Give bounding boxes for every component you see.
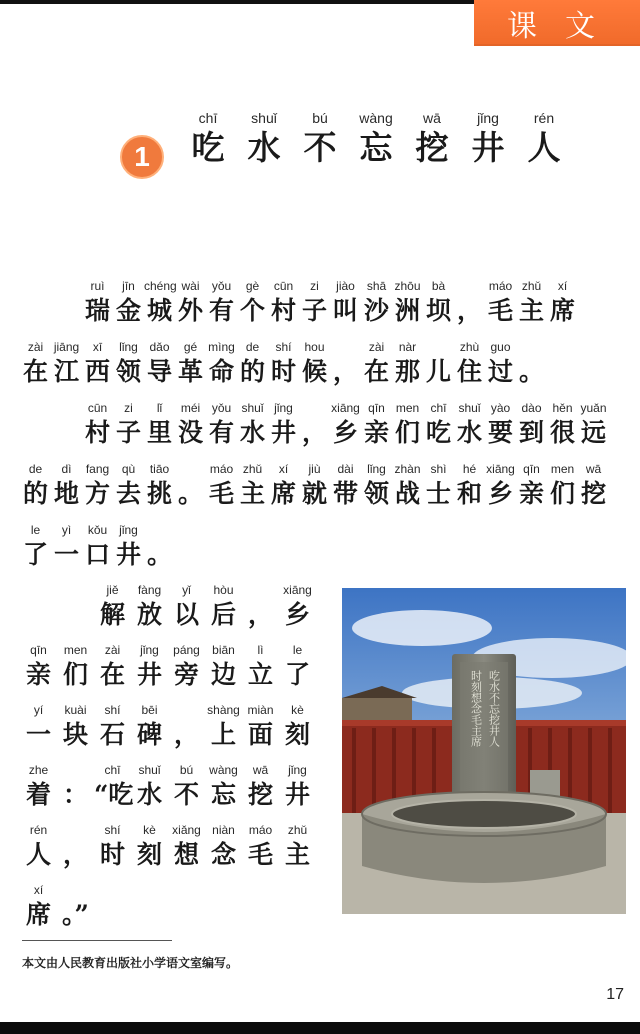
hanzi: 刻: [136, 840, 162, 869]
pinyin: gè: [245, 279, 260, 293]
pinyin: jiāng: [53, 340, 80, 354]
hanzi: 们: [62, 660, 88, 689]
pinyin: máo: [209, 462, 234, 476]
hanzi: 亲: [25, 660, 51, 689]
pinyin: fang: [85, 462, 110, 476]
pinyin: shā: [366, 279, 387, 293]
hanzi: 席: [270, 479, 296, 508]
hanzi: [51, 418, 82, 448]
hanzi: 念: [210, 840, 236, 869]
hanzi: 着: [25, 780, 51, 809]
pinyin: bú: [179, 763, 194, 777]
hanzi: 一: [25, 720, 51, 749]
hanzi: “吃: [94, 780, 134, 809]
hanzi: [20, 418, 51, 448]
hanzi: 上: [210, 720, 236, 749]
pinyin: wài: [181, 279, 200, 293]
text-line: [20, 820, 316, 870]
hanzi: 人: [527, 128, 561, 167]
pinyin: [51, 398, 82, 418]
pinyin: lǐng: [367, 462, 386, 476]
pinyin: men: [63, 643, 88, 657]
pinyin: biān: [212, 643, 235, 657]
hanzi: 有: [208, 418, 234, 447]
pinyin: kǒu: [87, 523, 108, 537]
pinyin: dào: [521, 401, 542, 415]
hanzi: 洲: [394, 296, 420, 325]
hanzi: 立: [247, 660, 273, 689]
hanzi: 。: [177, 479, 203, 508]
pinyin: qīn: [523, 462, 540, 476]
hanzi: 边: [210, 660, 236, 689]
footnote-rule: [22, 940, 172, 941]
hanzi: 沙: [363, 296, 389, 325]
hanzi: 要: [487, 418, 513, 447]
pinyin: [423, 337, 454, 357]
hanzi: 水: [456, 418, 482, 447]
pinyin: [57, 880, 94, 900]
pinyin: [330, 337, 361, 357]
pinyin: qù: [121, 462, 136, 476]
pinyin: [20, 398, 51, 418]
hanzi: 主: [239, 479, 265, 508]
stele-inscription-right: 吃水不忘挖井人: [487, 670, 501, 747]
text-line: [20, 760, 316, 810]
hanzi: 去: [115, 479, 141, 508]
pinyin: xiāng: [331, 401, 360, 415]
hanzi: 亲: [518, 479, 544, 508]
pinyin: [168, 700, 205, 720]
hanzi: 带: [332, 479, 358, 508]
hanzi: 井: [284, 780, 310, 809]
pinyin: shuǐ: [458, 401, 481, 415]
pinyin: wā: [423, 110, 441, 126]
pinyin: jiào: [336, 279, 355, 293]
hanzi: 没: [177, 418, 203, 447]
hanzi: 住: [456, 357, 482, 386]
pinyin: [144, 520, 175, 540]
pinyin: men: [550, 462, 575, 476]
pinyin: wàng: [359, 110, 393, 126]
hanzi: ，: [62, 840, 88, 869]
hanzi: 挖: [247, 780, 273, 809]
pinyin: tiāo: [149, 462, 170, 476]
pinyin: le: [292, 643, 303, 657]
hanzi: 水: [239, 418, 265, 447]
pinyin: xiǎng: [172, 823, 201, 837]
hanzi: 叫: [332, 296, 358, 325]
hanzi: 们: [549, 479, 575, 508]
hanzi: 导: [146, 357, 172, 386]
pinyin: shì: [430, 462, 447, 476]
hanzi: [20, 296, 51, 326]
hanzi: 坝: [425, 296, 451, 325]
pinyin: méi: [180, 401, 201, 415]
hanzi: 战: [394, 479, 420, 508]
hanzi: 。: [146, 540, 172, 569]
pinyin: yì: [61, 523, 72, 537]
hanzi: 们: [394, 418, 420, 447]
hanzi: 乡: [487, 479, 513, 508]
pinyin: ruì: [90, 279, 105, 293]
hanzi: 时: [99, 840, 125, 869]
pinyin: yǒu: [211, 401, 232, 415]
pinyin: jiù: [308, 462, 321, 476]
hanzi: 毛: [208, 479, 234, 508]
hanzi: 面: [247, 720, 273, 749]
pinyin: [175, 459, 206, 479]
hanzi: 席: [549, 296, 575, 325]
hanzi: 的: [22, 479, 48, 508]
hanzi: 块: [62, 720, 88, 749]
pinyin: máo: [248, 823, 273, 837]
hanzi: [57, 600, 94, 630]
hanzi: 后: [210, 600, 236, 629]
hanzi: 城: [146, 296, 172, 325]
hanzi: 领: [363, 479, 389, 508]
pinyin: [454, 276, 485, 296]
pinyin: hou: [304, 340, 325, 354]
footnote: 本文由人民教育出版社小学语文室编写。: [22, 956, 239, 970]
pinyin: yí: [33, 703, 44, 717]
hanzi: 领: [115, 357, 141, 386]
pinyin: zài: [368, 340, 385, 354]
pinyin: jǐng: [477, 110, 499, 126]
hanzi: ，: [301, 418, 327, 447]
text-line: [20, 398, 609, 448]
hanzi: 儿: [425, 357, 451, 386]
pinyin: zhōu: [394, 279, 421, 293]
bottom-bar: [0, 1022, 640, 1034]
pinyin: shí: [104, 823, 121, 837]
text-line: [20, 459, 609, 509]
pinyin: dì: [61, 462, 72, 476]
hanzi: 子: [115, 418, 141, 447]
hanzi: 时: [270, 357, 296, 386]
pinyin: shuǐ: [138, 763, 161, 777]
hanzi: 就: [301, 479, 327, 508]
pinyin: [57, 760, 94, 780]
text-line: [20, 520, 175, 570]
pinyin: zi: [124, 401, 133, 415]
hanzi: 主: [284, 840, 310, 869]
pinyin: rén: [533, 110, 555, 126]
pinyin: xí: [278, 462, 289, 476]
hanzi: 里: [146, 418, 172, 447]
hanzi: 在: [99, 660, 125, 689]
hanzi: 了: [284, 660, 310, 689]
pinyin: hěn: [552, 401, 573, 415]
pinyin: kè: [143, 823, 156, 837]
pinyin: [57, 820, 94, 840]
pinyin: gé: [183, 340, 198, 354]
pinyin: jǐng: [274, 401, 293, 415]
hanzi: ，: [332, 357, 358, 386]
hanzi: 有: [208, 296, 234, 325]
pinyin: xí: [33, 883, 44, 897]
hanzi: 挑: [146, 479, 172, 508]
hanzi: 井: [115, 540, 141, 569]
pinyin: xiāng: [486, 462, 515, 476]
pinyin: wā: [252, 763, 269, 777]
pinyin: guo: [490, 340, 511, 354]
hanzi: 石: [99, 720, 125, 749]
hanzi: [20, 600, 57, 630]
pinyin: fàng: [137, 583, 162, 597]
pinyin: shuǐ: [251, 110, 277, 126]
stele-photo: [342, 588, 626, 914]
pinyin: jǐng: [140, 643, 159, 657]
pinyin: chī: [104, 763, 121, 777]
hanzi: 地: [53, 479, 79, 508]
pinyin: lǐ: [156, 401, 163, 415]
text-line: [20, 700, 316, 750]
pinyin: [20, 580, 57, 600]
hanzi: 。”: [62, 900, 89, 929]
pinyin: zhù: [459, 340, 480, 354]
pinyin: yào: [490, 401, 511, 415]
hanzi: 亲: [363, 418, 389, 447]
pinyin: kuài: [64, 703, 87, 717]
hanzi: 过: [487, 357, 513, 386]
title-line: [180, 108, 572, 168]
hanzi: 金: [115, 296, 141, 325]
hanzi: 子: [301, 296, 327, 325]
hanzi: 吃: [425, 418, 451, 447]
hanzi: 一: [53, 540, 79, 569]
pinyin: men: [395, 401, 420, 415]
pinyin: zhe: [28, 763, 49, 777]
hanzi: 吃: [191, 128, 225, 167]
pinyin: lì: [257, 643, 264, 657]
pinyin: yǒu: [211, 279, 232, 293]
pinyin: bà: [431, 279, 446, 293]
pinyin: qīn: [30, 643, 47, 657]
pinyin: [299, 398, 330, 418]
pinyin: bú: [312, 110, 328, 126]
hanzi: 忘: [210, 780, 236, 809]
pinyin: wàng: [209, 763, 238, 777]
pinyin: yuǎn: [580, 401, 607, 415]
pinyin: chī: [430, 401, 447, 415]
hanzi: 西: [84, 357, 110, 386]
pinyin: cūn: [87, 401, 108, 415]
pinyin: [516, 337, 547, 357]
hanzi: 瑞: [84, 296, 110, 325]
pinyin: [51, 276, 82, 296]
section-tab: [474, 0, 640, 46]
pinyin: yǐ: [182, 583, 191, 597]
pinyin: shuǐ: [241, 401, 264, 415]
pinyin: [242, 580, 279, 600]
hanzi: 的: [239, 357, 265, 386]
pinyin: chī: [198, 110, 218, 126]
pinyin: wā: [585, 462, 602, 476]
lesson-number-badge: [120, 135, 164, 179]
hanzi: 革: [177, 357, 203, 386]
pinyin: jǐng: [288, 763, 307, 777]
hanzi: 到: [518, 418, 544, 447]
pinyin: chéng: [144, 279, 177, 293]
pinyin: miàn: [247, 703, 274, 717]
hanzi: 挖: [580, 479, 606, 508]
pinyin: lǐng: [119, 340, 138, 354]
pinyin: le: [30, 523, 41, 537]
pinyin: hòu: [213, 583, 234, 597]
hanzi: 江: [53, 357, 79, 386]
pinyin: niàn: [212, 823, 235, 837]
hanzi: 候: [301, 357, 327, 386]
pinyin: nàr: [398, 340, 417, 354]
hanzi: 士: [425, 479, 451, 508]
pinyin: xiāng: [283, 583, 312, 597]
text-line: [20, 640, 316, 690]
hanzi: [51, 296, 82, 326]
pinyin: cūn: [273, 279, 294, 293]
pinyin: jǐng: [119, 523, 138, 537]
text-line: [20, 337, 547, 387]
hanzi: 井: [270, 418, 296, 447]
pinyin: rén: [29, 823, 48, 837]
hanzi: 解: [99, 600, 125, 629]
hanzi: 忘: [359, 128, 393, 167]
page-number: 17: [606, 986, 624, 1003]
hanzi: 那: [394, 357, 420, 386]
hanzi: 不: [173, 780, 199, 809]
pinyin: máo: [488, 279, 513, 293]
section-tab-label: 课文: [507, 9, 623, 44]
hanzi: 井: [471, 128, 505, 167]
hanzi: 水: [136, 780, 162, 809]
hanzi: 命: [208, 357, 234, 386]
stele-inscription-left: 时刻想念毛主席: [469, 670, 483, 747]
hanzi: 毛: [247, 840, 273, 869]
pinyin: dǎo: [149, 340, 170, 354]
text-line: [20, 276, 578, 326]
hanzi: 村: [84, 418, 110, 447]
lesson-number: 1: [134, 141, 150, 172]
hanzi: 主: [518, 296, 544, 325]
pinyin: xī: [92, 340, 103, 354]
hanzi: 。: [518, 357, 544, 386]
pinyin: hé: [462, 462, 477, 476]
pinyin: qīn: [368, 401, 385, 415]
hanzi: 方: [84, 479, 110, 508]
pinyin: bēi: [141, 703, 158, 717]
pinyin: zài: [104, 643, 121, 657]
hanzi: 了: [22, 540, 48, 569]
hanzi: 在: [363, 357, 389, 386]
hanzi: 在: [22, 357, 48, 386]
pinyin: de: [245, 340, 260, 354]
hanzi: 想: [173, 840, 199, 869]
hanzi: 口: [84, 540, 110, 569]
pinyin: de: [28, 462, 43, 476]
hanzi: 远: [580, 418, 606, 447]
pinyin: zhǔ: [242, 462, 263, 476]
hanzi: 以: [173, 600, 199, 629]
hanzi: 井: [136, 660, 162, 689]
hanzi: 毛: [487, 296, 513, 325]
hanzi: ，: [247, 600, 273, 629]
pinyin: shí: [275, 340, 292, 354]
hanzi: 村: [270, 296, 296, 325]
pinyin: xí: [557, 279, 568, 293]
hanzi: 和: [456, 479, 482, 508]
pinyin: [57, 580, 94, 600]
pinyin: zhǔ: [287, 823, 308, 837]
hanzi: 放: [136, 600, 162, 629]
pinyin: shí: [104, 703, 121, 717]
text-line: [20, 880, 94, 930]
hanzi: 水: [247, 128, 281, 167]
hanzi: 不: [303, 128, 337, 167]
hanzi: 很: [549, 418, 575, 447]
pinyin: zi: [310, 279, 319, 293]
pinyin: zhǔ: [521, 279, 542, 293]
hanzi: 刻: [284, 720, 310, 749]
text-line: [20, 580, 316, 630]
hanzi: 旁: [173, 660, 199, 689]
hanzi: ，: [173, 720, 199, 749]
pinyin: dài: [337, 462, 354, 476]
pinyin: páng: [173, 643, 200, 657]
pinyin: kè: [291, 703, 304, 717]
pinyin: shàng: [207, 703, 240, 717]
pinyin: jīn: [122, 279, 135, 293]
hanzi: ，: [456, 296, 482, 325]
hanzi: 乡: [284, 600, 310, 629]
pinyin: jiě: [106, 583, 119, 597]
pinyin: mìng: [208, 340, 235, 354]
hanzi: 席: [25, 900, 51, 929]
pinyin: [20, 276, 51, 296]
hanzi: ：: [62, 780, 88, 809]
hanzi: 外: [177, 296, 203, 325]
pinyin: zài: [27, 340, 44, 354]
hanzi: 人: [25, 840, 51, 869]
hanzi: 挖: [415, 128, 449, 167]
hanzi: 个: [239, 296, 265, 325]
hanzi: 乡: [332, 418, 358, 447]
pinyin: zhàn: [394, 462, 421, 476]
hanzi: 碑: [136, 720, 162, 749]
